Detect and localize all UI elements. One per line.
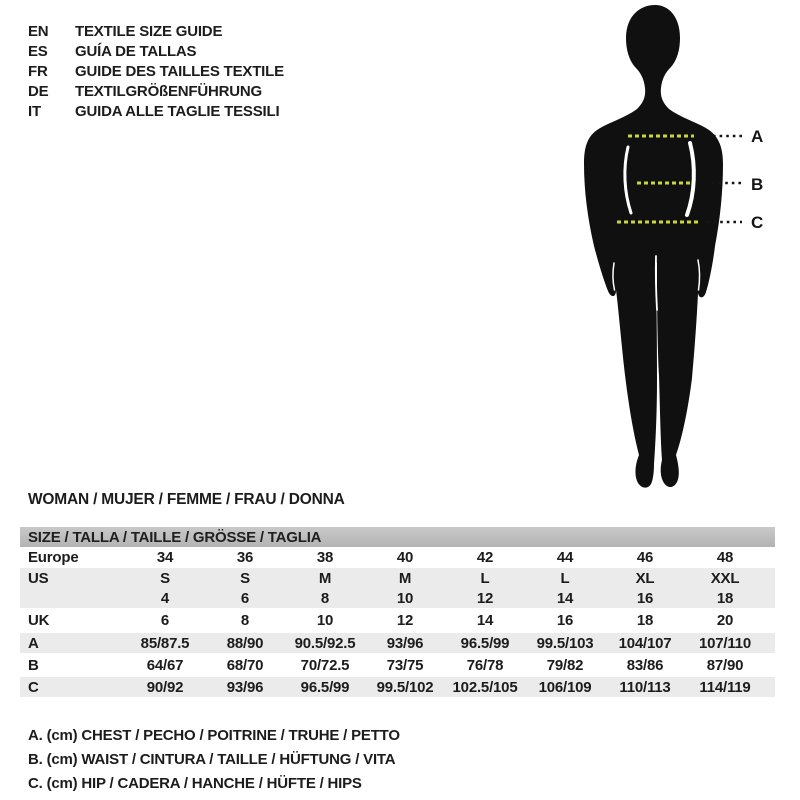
table-cell: 96.5/99 [300,678,350,696]
row-label: Europe [28,549,79,566]
row-label: A [28,634,39,652]
table-cell: 6 [240,589,250,607]
table-cell: 76/78 [466,656,504,674]
table-cell: L [480,569,490,587]
table-cell: 8 [320,589,330,607]
language-title: TEXTILE SIZE GUIDE [75,22,223,40]
table-cell: 99.5/103 [536,634,594,652]
table-cell: 40 [396,549,414,566]
table-cell: 96.5/99 [460,634,510,652]
language-row [28,41,284,61]
language-title: GUIDE DES TAILLES TEXTILE [75,62,284,80]
language-row [28,21,284,41]
table-cell: XL [635,569,655,587]
size-table [20,527,775,697]
size-table-body [20,547,775,697]
table-cell: 18 [636,612,654,629]
table-cell: 99.5/102 [376,678,434,696]
table-cell: S [240,569,250,587]
row-label: UK [28,612,50,629]
legend-line-waist: B. (cm) WAIST / CINTURA / TAILLE / HÜFTUNG / VITA [28,751,396,768]
table-cell: 6 [160,612,170,629]
row-label: US [28,569,49,587]
table-cell: 16 [636,589,654,607]
table-cell: 10 [396,589,414,607]
table-cell: 14 [476,612,494,629]
language-title: GUIDA ALLE TAGLIE TESSILI [75,102,280,120]
table-cell: 4 [160,589,170,607]
table-cell: 104/107 [618,634,672,652]
hip-label: C [751,213,764,232]
table-cell: 20 [716,612,734,629]
table-row [20,653,775,677]
table-cell: 64/67 [146,656,184,674]
table-cell: L [560,569,570,587]
table-cell: 12 [476,589,494,607]
table-cell: 93/96 [386,634,424,652]
language-list [28,21,284,121]
table-cell: 38 [316,549,334,566]
waist-label: B [751,175,764,194]
table-cell: 114/119 [699,678,751,696]
table-row [20,633,775,653]
table-cell: 14 [556,589,574,607]
thigh-gap [656,256,657,310]
table-row [20,568,775,588]
language-title: GUÍA DE TALLAS [75,42,197,60]
table-cell: 102.5/105 [452,678,518,696]
table-header: SIZE / TALLA / TAILLE / GRÖSSE / TAGLIA [20,527,775,547]
language-code: FR [28,62,48,80]
measurement-legend [28,727,400,799]
table-cell: XXL [710,569,740,587]
table-cell: 107/110 [699,634,751,652]
table-row [20,677,775,697]
table-cell: 90.5/92.5 [294,634,356,652]
table-cell: 70/72.5 [300,656,350,674]
language-title: TEXTILGRÖßENFÜHRUNG [75,82,263,100]
table-cell: 46 [636,549,654,566]
table-cell: S [160,569,170,587]
table-cell: 8 [240,612,250,629]
row-label: B [28,656,39,674]
language-code: ES [28,42,48,60]
table-row [20,547,775,568]
table-cell: 90/92 [146,678,184,696]
language-code: DE [28,82,49,100]
woman-silhouette [584,5,723,488]
language-code: IT [28,102,41,120]
table-cell: 87/90 [706,656,744,674]
language-code: EN [28,22,49,40]
chest-label: A [751,127,764,146]
table-row [20,588,775,608]
language-row [28,61,284,81]
table-cell: 68/70 [226,656,264,674]
table-cell: M [318,569,332,587]
table-cell: M [398,569,412,587]
language-row [28,101,284,121]
table-cell: 34 [156,549,174,566]
table-cell: 73/75 [386,656,424,674]
table-cell: 16 [556,612,574,629]
row-label: C [28,678,39,696]
table-cell: 44 [556,549,574,566]
table-cell: 36 [236,549,254,566]
table-cell: 18 [716,589,734,607]
table-cell: 85/87.5 [140,634,190,652]
language-row [28,81,284,101]
legend-line-chest: A. (cm) CHEST / PECHO / POITRINE / TRUHE / PETTO [28,727,400,744]
table-cell: 12 [396,612,414,629]
table-cell: 48 [716,549,734,566]
table-cell: 88/90 [226,634,264,652]
section-title: WOMAN / MUJER / FEMME / FRAU / DONNA [28,491,345,508]
table-cell: 10 [316,612,334,629]
table-cell: 106/109 [538,678,592,696]
table-row [20,608,775,633]
table-cell: 83/86 [626,656,664,674]
table-cell: 42 [476,549,494,566]
table-cell: 79/82 [546,656,584,674]
legend-line-hip: C. (cm) HIP / CADERA / HANCHE / HÜFTE / HIPS [28,775,362,792]
table-cell: 93/96 [226,678,264,696]
table-cell: 110/113 [619,678,671,696]
woman-silhouette-figure [555,0,800,500]
